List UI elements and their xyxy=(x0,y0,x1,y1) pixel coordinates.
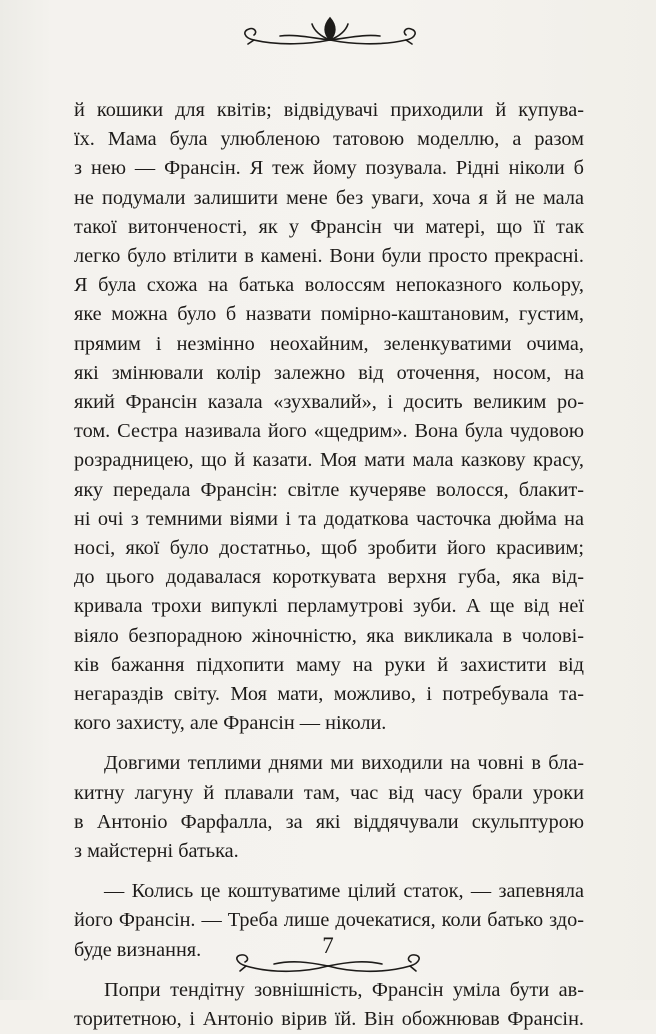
paragraph-4 xyxy=(74,976,584,1034)
text-line: їх. Мама була улюбленою татовою моделлю, а разом xyxy=(74,128,584,151)
text-line: — Колись це коштуватиме цілий статок, — запевняла xyxy=(104,880,584,903)
text-line: торитетною, і Антоніо вірив їй. Він обожнював Франсін. xyxy=(74,1008,584,1031)
text-line: з нею — Франсін. Я теж йому позувала. Рідні ніколи б xyxy=(74,157,584,180)
text-line: в Антоніо Фарфалла, за які віддячували скульптурою xyxy=(74,810,584,833)
text-line: прямим і незмінно неохайним, зеленкуватими очима, xyxy=(74,332,584,355)
text-line: китну лагуну й плавали там, час від часу брали уроки xyxy=(74,781,584,804)
text-line: які змінювали колір залежно від оточення, носом, на xyxy=(74,361,584,384)
page-number: 7 xyxy=(322,933,334,958)
text-line: Довгими теплими днями ми виходили на човні в бла- xyxy=(104,752,584,775)
text-line: до цього додавалася короткувата верхня губа, яка від- xyxy=(74,566,584,589)
text-line: його Франсін. — Треба лише дочекатися, коли батько здо- xyxy=(74,909,584,932)
text-line: Я була схожа на батька волоссям непоказного кольору, xyxy=(74,274,584,297)
text-line: том. Сестра називала його «щедрим». Вона була чудовою xyxy=(74,420,584,443)
text-line: легко було втілити в камені. Вони були просто прекрасні. xyxy=(74,245,584,268)
text-line: Попри тендітну зовнішність, Франсін уміла бути ав- xyxy=(104,978,584,1001)
text-line: віяло безпорадною жіночністю, яка викликала в чолові- xyxy=(74,624,584,647)
text-line: кривала трохи випуклі перламутрові зуби. А ще від неї xyxy=(74,595,584,618)
body-text xyxy=(74,96,584,1034)
text-line: з майстерні батька. xyxy=(74,840,239,863)
flourish-ornament-bottom xyxy=(228,946,428,982)
page-footer xyxy=(228,932,428,982)
text-line: яку передала Франсін: світле кучеряве волосся, блакит- xyxy=(74,478,584,501)
text-line: носі, якої було достатньо, щоб зробити його красивим; xyxy=(74,537,584,560)
text-line: який Франсін казала «зухвалий», і досить великим ро- xyxy=(74,391,584,414)
paragraph-1 xyxy=(74,96,584,738)
text-line: ні очі з темними віями і та додаткова часточка дюйма на xyxy=(74,507,584,530)
flourish-ornament-top xyxy=(240,14,420,54)
text-line: негараздів світу. Моя мати, можливо, і потребувала та- xyxy=(74,683,584,706)
text-line: ків бажання підхопити маму на руки й захистити від xyxy=(74,653,584,676)
text-line: кого захисту, але Франсін — ніколи. xyxy=(74,712,387,735)
text-line: й кошики для квітів; відвідувачі приходили й купува- xyxy=(74,99,584,121)
text-line: буде визнання. xyxy=(74,938,202,961)
text-line: такої витонченості, як у Франсін чи матері, що її так xyxy=(74,215,584,238)
text-line: розрадницею, що й казати. Моя мати мала казкову красу, xyxy=(74,449,584,472)
text-line: не подумали залишити мене без уваги, хоча я й не мала xyxy=(74,186,584,209)
text-line: яке можна було б назвати помірно-каштановим, густим, xyxy=(74,303,584,326)
paragraph-2 xyxy=(74,749,584,866)
